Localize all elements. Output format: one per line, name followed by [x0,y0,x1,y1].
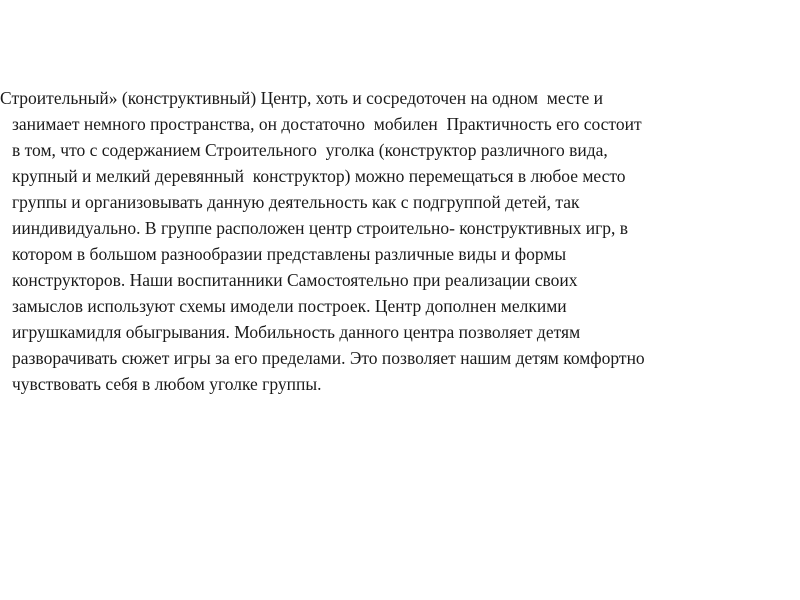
paragraph-line: Строительный» (конструктивный) Центр, хоть и сосредоточен на одном месте и [0,88,603,108]
paragraph-line: игрушкамидля обыгрывания. Мобильность данного центра позволяет детям [12,322,581,342]
paragraph-line: конструкторов. Наши воспитанники Самостоятельно при реализации своих [12,270,578,290]
paragraph-line: замыслов используют схемы имодели построек. Центр дополнен мелкими [12,296,567,316]
paragraph-line: разворачивать сюжет игры за его пределами. Это позволяет нашим детям комфортно [12,348,645,368]
paragraph-line: чувствовать себя в любом уголке группы. [12,374,322,394]
paragraph-line: в том, что с содержанием Строительного уголка (конструктор различного вида, [12,140,608,160]
paragraph-line: крупный и мелкий деревянный конструктор) можно перемещаться в любое место [12,166,626,186]
paragraph-line: котором в большом разнообразии представлены различные виды и формы [12,244,567,264]
body-paragraph [0,86,800,416]
paragraph-line: занимает немного пространства, он достаточно мобилен Практичность его состоит [12,114,642,134]
paragraph-line: группы и организовывать данную деятельность как с подгруппой детей, так [12,192,580,212]
paragraph-line: ииндивидуально. В группе расположен центр строительно- конструктивных игр, в [12,218,629,238]
